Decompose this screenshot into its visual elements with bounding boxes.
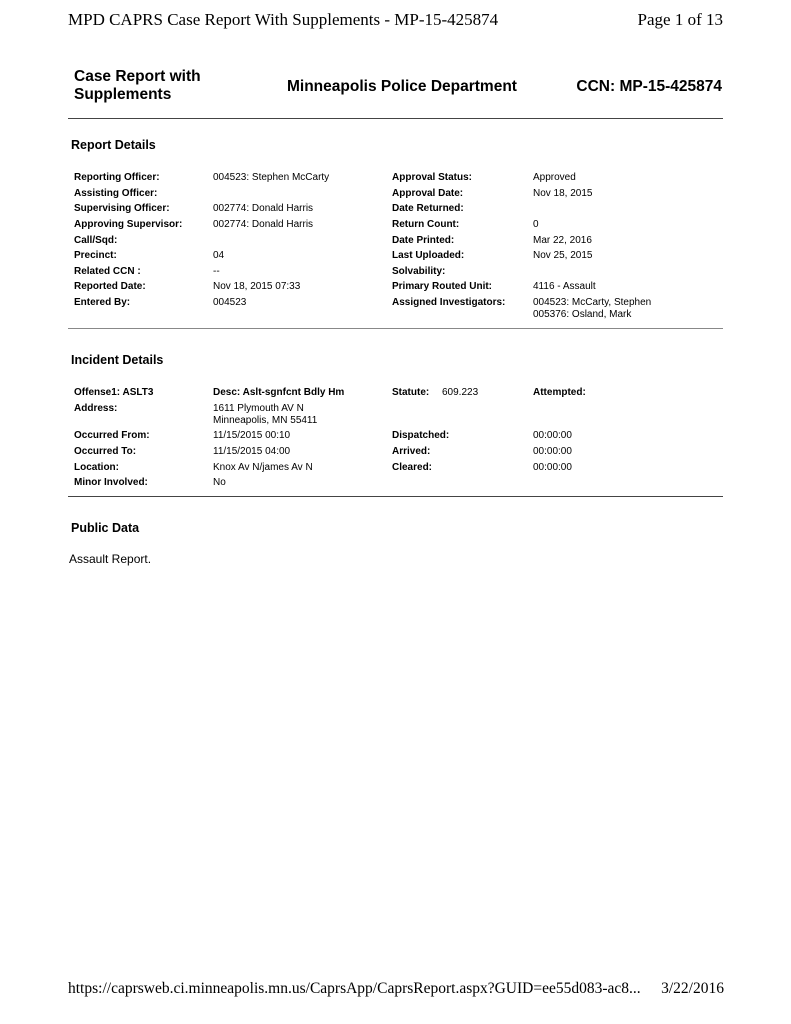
incident-details-heading: Incident Details [71, 353, 164, 367]
field-value: 4116 - Assault [533, 281, 596, 292]
header-divider [68, 118, 723, 119]
field-value: 005376: Osland, Mark [533, 309, 632, 320]
field-label: Approval Date: [392, 188, 464, 199]
table-row [74, 387, 724, 403]
field-label: Dispatched: [392, 430, 450, 441]
field-value: Knox Av N/james Av N [213, 462, 313, 473]
department-name: Minneapolis Police Department [287, 78, 517, 95]
print-header [68, 8, 723, 32]
field-label: Entered By: [74, 297, 131, 308]
field-value: -- [213, 266, 220, 277]
field-label: Related CCN : [74, 266, 141, 277]
field-label: Approving Supervisor: [74, 219, 183, 230]
field-value: 1611 Plymouth AV N [213, 403, 304, 414]
field-label: Assigned Investigators: [392, 297, 506, 308]
field-label: Precinct: [74, 250, 117, 261]
field-label: Date Returned: [392, 203, 464, 214]
table-row [74, 203, 724, 219]
table-row [74, 172, 724, 188]
field-value: 11/15/2015 04:00 [213, 446, 291, 457]
field-label: Date Printed: [392, 235, 455, 246]
print-footer-url: https://caprsweb.ci.minneapolis.mn.us/CaprsApp/CaprsReport.aspx?GUID=ee55d083-ac8... [68, 980, 641, 997]
field-label: Last Uploaded: [392, 250, 465, 261]
field-value: Minneapolis, MN 55411 [213, 415, 318, 426]
field-label: Arrived: [392, 446, 431, 457]
print-footer [68, 980, 724, 1004]
field-label: Solvability: [392, 266, 446, 277]
field-value: 004523: Stephen McCarty [213, 172, 330, 183]
field-value: 002774: Donald Harris [213, 203, 314, 214]
table-row [74, 462, 724, 478]
public-data-text: Assault Report. [69, 552, 152, 566]
field-label: Call/Sqd: [74, 235, 118, 246]
field-label: Reporting Officer: [74, 172, 160, 183]
field-value: Mar 22, 2016 [533, 235, 592, 246]
report-title [74, 68, 234, 104]
table-row [74, 281, 724, 297]
field-value: 004523: McCarty, Stephen [533, 297, 652, 308]
field-value: 0 [533, 219, 539, 230]
print-header-page-number: Page 1 of 13 [637, 10, 723, 29]
table-row [74, 235, 724, 251]
incident-details-divider [68, 496, 723, 497]
field-label: Occurred To: [74, 446, 137, 457]
field-label: Primary Routed Unit: [392, 281, 493, 292]
table-row [74, 219, 724, 235]
field-label: Statute: [392, 387, 430, 398]
field-value: Nov 18, 2015 07:33 [213, 281, 301, 292]
print-footer-date: 3/22/2016 [661, 980, 724, 997]
offense-description: Desc: Aslt-sgnfcnt Bdly Hm [213, 387, 345, 398]
field-value: 04 [213, 250, 225, 261]
print-header-title: MPD CAPRS Case Report With Supplements - MP-15-425874 [68, 10, 499, 29]
table-row [74, 309, 724, 325]
case-control-number: CCN: MP-15-425874 [576, 78, 722, 95]
report-details-heading: Report Details [71, 138, 156, 152]
field-label: Return Count: [392, 219, 460, 230]
table-row [74, 250, 724, 266]
table-row [74, 446, 724, 462]
field-value: No [213, 477, 226, 488]
offense-label: Offense1: ASLT3 [74, 387, 154, 398]
field-value: 609.223 [442, 387, 479, 398]
field-value: 00:00:00 [533, 462, 572, 473]
field-value: Nov 18, 2015 [533, 188, 593, 199]
table-row [74, 188, 724, 204]
field-value: 004523 [213, 297, 247, 308]
field-value: 11/15/2015 00:10 [213, 430, 291, 441]
report-title-line1: Case Report with [74, 68, 201, 85]
field-value: 002774: Donald Harris [213, 219, 314, 230]
field-label: Occurred From: [74, 430, 150, 441]
public-data-heading: Public Data [71, 521, 140, 535]
table-row [74, 477, 724, 493]
field-label: Approval Status: [392, 172, 473, 183]
report-details-divider [68, 328, 723, 329]
field-label: Cleared: [392, 462, 433, 473]
field-label: Minor Involved: [74, 477, 148, 488]
report-header [74, 68, 722, 116]
field-label: Supervising Officer: [74, 203, 170, 214]
field-value: 00:00:00 [533, 430, 572, 441]
field-label: Attempted: [533, 387, 586, 398]
field-value: Nov 25, 2015 [533, 250, 593, 261]
field-label: Location: [74, 462, 119, 473]
field-value: 00:00:00 [533, 446, 572, 457]
table-row [74, 266, 724, 282]
table-row [74, 415, 724, 431]
report-title-line2: Supplements [74, 86, 172, 103]
field-label: Address: [74, 403, 118, 414]
field-label: Assisting Officer: [74, 188, 158, 199]
table-row [74, 430, 724, 446]
field-value: Approved [533, 172, 576, 183]
field-label: Reported Date: [74, 281, 146, 292]
